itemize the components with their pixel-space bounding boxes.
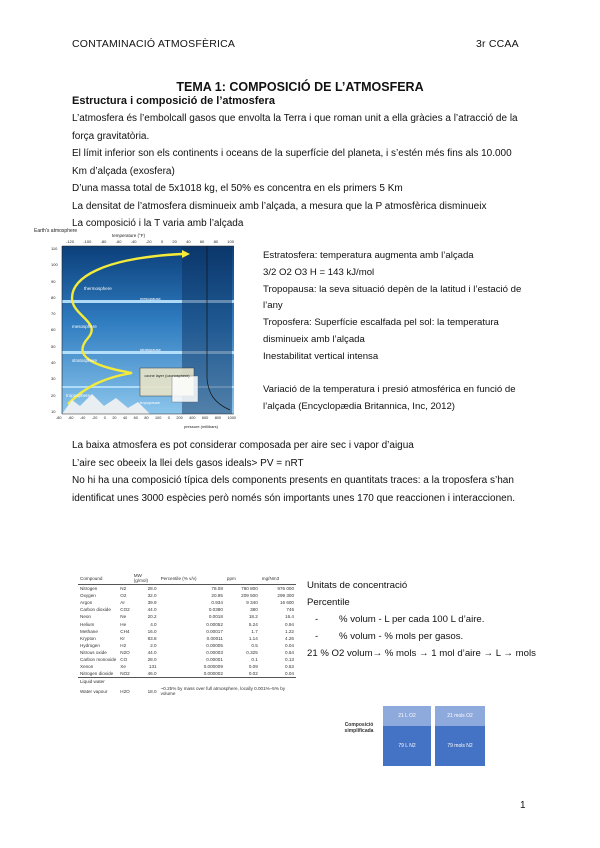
tick-label: 1000: [227, 416, 236, 420]
table-cell: 0.64: [285, 649, 294, 655]
mesosphere-label: mesosphere: [72, 324, 97, 329]
table-row: [78, 656, 296, 663]
table-cell: 0.0018: [208, 614, 223, 620]
tick-label: 60: [199, 239, 205, 244]
figure-notes: [263, 248, 533, 416]
table-cell: [260, 678, 296, 686]
table-cell: 28.0: [147, 656, 157, 662]
table-cell: 16.4: [285, 614, 294, 620]
column-header: [118, 572, 131, 585]
table-cell: Helium: [80, 621, 95, 627]
units-item: - % volum - % mols per gasos.: [315, 631, 464, 642]
table-cell: N2O: [120, 649, 130, 655]
units-item-text: % volum - L per cada 100 L d’aire.: [339, 614, 485, 625]
table-cell: 0.00052: [206, 621, 223, 627]
table-cell: 0.000009: [203, 664, 223, 670]
tropopause-label: tropopause: [140, 400, 161, 405]
lower-paragraph: L’aire sec obeeix la llei dels gasos ideals> PV = nRT: [72, 457, 304, 469]
table-cell: 0.00017: [206, 628, 223, 634]
table-cell: Xenon: [80, 664, 94, 670]
tick-label: 100: [227, 239, 234, 244]
table-cell: Nitrogen: [80, 586, 98, 592]
table-row: [78, 670, 296, 678]
lower-paragraph: La baixa atmosfera es pot considerar composada per aire sec i vapor d’aigua: [72, 440, 414, 451]
tick-label: 400: [189, 416, 196, 420]
table-cell: 1.22: [285, 628, 294, 634]
lower-text: [72, 437, 528, 507]
column-header: Compound: [78, 572, 118, 585]
table-cell: 0.00001: [206, 656, 223, 662]
table-cell: 83.8: [147, 635, 157, 641]
table-cell: 16 600: [279, 600, 294, 606]
table-row: [78, 663, 296, 670]
section-subtitle: Estructura i composició de l’atmosfera: [72, 95, 275, 107]
tick-label: -120: [66, 239, 75, 244]
tick-label: 100: [155, 416, 162, 420]
table-cell: 380: [250, 607, 258, 613]
table-cell: Ar: [120, 600, 125, 606]
tick-label: 800: [214, 416, 222, 420]
intro-text: [72, 110, 528, 233]
table-cell: 0.53: [285, 664, 294, 670]
stratosphere-label: stratosphere: [72, 358, 98, 363]
tick-label: 20: [51, 392, 56, 398]
page-number: 1: [520, 800, 526, 811]
column-header: mg/Nm3: [260, 572, 296, 585]
table-row: [78, 585, 296, 593]
tick-label: 600: [201, 416, 209, 420]
table-cell: 1.7: [251, 628, 258, 634]
units-conversion: 21 % O2 volum→ % mols → 1 mol d’aire → L → mols: [307, 648, 536, 659]
bar-1-bottom: 79 L N2: [383, 726, 431, 766]
column-header: ppm: [225, 572, 260, 585]
intro-paragraph: La densitat de l’atmosfera disminueix amb l’alçada, a mesura que la P atmosfèrica disminueix: [72, 200, 487, 212]
tick-label: -80: [56, 416, 62, 420]
table-cell: 0.1: [251, 656, 258, 662]
tick-label: -40: [79, 416, 86, 420]
table-cell: H2O: [120, 688, 130, 694]
table-cell: Nitrous oxide: [80, 649, 107, 655]
tick-label: 0: [103, 416, 106, 420]
table-cell: Kr: [120, 635, 125, 641]
header-right: 3r CCAA: [476, 38, 519, 50]
tick-label: -20: [91, 416, 98, 420]
bar-2-top: 21 mols O2: [435, 706, 485, 726]
table-cell: 0.325: [246, 649, 258, 655]
table-row: [78, 678, 296, 686]
tick-label: 0: [167, 416, 170, 420]
table-cell: 32.0: [147, 593, 157, 599]
table-cell: NO2: [120, 671, 130, 677]
table-cell: 976 000: [277, 586, 294, 592]
table-cell: 0.5: [251, 642, 258, 648]
top-ticks: [66, 239, 234, 244]
units-title: Unitats de concentració: [307, 580, 408, 591]
table-cell: Xe: [120, 664, 126, 670]
table-cell: 18.0: [147, 688, 157, 694]
tick-label: 10: [51, 408, 56, 414]
table-row: [78, 606, 296, 613]
tick-label: 60: [133, 416, 138, 420]
figure-caption: Variació de la temperatura i presió atmosférica en funció de l’alçada (Encyclopædia Britannica, Inc, 2012): [263, 384, 516, 413]
table-cell: CO2: [120, 607, 130, 613]
table-cell: He: [120, 621, 127, 627]
table-cell: 44.0: [147, 649, 157, 655]
intro-paragraph: L’atmosfera és l’embolcall gasos que envolta la Terra i que roman unit a ella gràcies a l’atracció de la força gravitatòria.: [72, 113, 518, 142]
tick-label: 100: [51, 262, 58, 268]
tick-label: 90: [51, 278, 56, 284]
figure-title: Earth's atmosphere: [34, 228, 78, 234]
table-cell: Nitrogen dioxide: [80, 671, 114, 677]
table-cell: 0.000002: [203, 671, 223, 677]
table-cell: 78.08: [211, 586, 223, 592]
table-cell: 16.0: [147, 628, 157, 634]
tick-label: -60: [67, 416, 74, 420]
table-cell: 780 800: [241, 586, 258, 592]
table-cell: 131: [148, 664, 157, 670]
tick-label: 20: [172, 239, 177, 244]
mini-chart-label: Composició simplificada: [344, 722, 374, 734]
table-cell: Carbon dioxide: [80, 607, 111, 613]
table-cell: 44.0: [147, 607, 157, 613]
tick-label: 80: [51, 294, 56, 300]
thermosphere-label: thermosphere: [84, 286, 112, 291]
table-cell: 0.04: [285, 642, 294, 648]
tick-label: 80: [144, 416, 149, 420]
table-cell: Argon: [80, 600, 93, 606]
table-cell: [159, 678, 225, 686]
table-cell: Carbon monoxide: [80, 656, 117, 662]
table-cell: 28.0: [147, 586, 157, 592]
table-row: [78, 642, 296, 649]
ozone-label: ozone layer (ozonosphere): [144, 374, 190, 378]
table-cell: 2.0: [150, 642, 157, 648]
table-cell: Methane: [80, 628, 98, 634]
table-cell: CO: [120, 656, 128, 662]
table-cell: 0.04: [285, 671, 294, 677]
table-row: [78, 635, 296, 642]
table-cell: 9 340: [246, 600, 258, 606]
tick-label: 110: [51, 246, 58, 251]
table-row: [78, 649, 296, 656]
tick-label: -20: [145, 239, 152, 244]
intro-paragraph: D’una massa total de 5x1018 kg, el 50% es concentra en els primers 5 Km: [72, 183, 403, 194]
table-cell: Krypton: [80, 635, 96, 641]
column-header: MW (g/mol): [132, 572, 159, 585]
table-cell: 0.934: [211, 600, 223, 606]
bar-2-bottom: 79 mols N2: [435, 726, 485, 766]
column-header: Percentile (% v/v): [159, 572, 225, 585]
header-left: CONTAMINACIÓ ATMOSFÈRICA: [72, 38, 236, 50]
temp-axis-label: temperature (°F): [112, 233, 146, 238]
units-item: - % volum - L per cada 100 L d’aire.: [315, 614, 485, 625]
tick-label: 40: [186, 239, 191, 244]
note-line: [263, 366, 533, 383]
units-item-text: % volum - % mols per gasos.: [339, 631, 464, 642]
intro-paragraph: La composició i la T varia amb l’alçada: [72, 218, 244, 229]
table-row: [78, 620, 296, 627]
tick-label: 40: [51, 360, 56, 366]
table-cell: 0.13: [285, 656, 294, 662]
note-line: 3/2 O2 O3 H = 143 kJ/mol: [263, 266, 375, 278]
table-cell: N2: [120, 586, 127, 592]
table-cell: Neon: [80, 614, 91, 620]
table-cell: Oxygen: [80, 593, 96, 599]
table-cell: 39.9: [147, 600, 157, 606]
table-cell: 0.00003: [206, 649, 223, 655]
tick-label: 20: [112, 416, 117, 420]
lower-paragraph: No hi ha una composició típica dels components presents en quantitats traces: a la troposfera s’han identificat unes 3000 espècies però només són importants unes 170 que reaccionen i interaccionen.: [72, 475, 516, 504]
note-line: Troposfera: Superfície escalfada pel sol: la temperatura disminueix amb l’alçada: [263, 317, 499, 345]
table-cell: 299 300: [277, 593, 294, 599]
tick-label: 50: [51, 343, 56, 349]
composition-table: [78, 572, 296, 697]
table-cell: 0.00005: [206, 642, 223, 648]
tick-label: 70: [51, 311, 56, 317]
tick-label: -60: [115, 239, 122, 244]
mesopause-label: mesopause: [140, 296, 161, 301]
table-cell: Ne: [120, 614, 127, 620]
intro-paragraph: El límit inferior son els continents i oceans de la superfície del planeta, i s’estén més fins als 10.000 Km d’alçada (exosfera): [72, 148, 512, 177]
table-cell: 0.02: [248, 671, 258, 677]
table-row: [78, 685, 296, 697]
table-cell: [225, 678, 260, 686]
tick-label: 30: [51, 376, 56, 382]
bottom-ticks: [56, 416, 236, 420]
table-cell: [118, 678, 131, 686]
tick-label: 60: [51, 327, 56, 333]
troposphere-label: troposphere: [66, 393, 91, 398]
left-ticks: [51, 246, 58, 414]
table-cell: [132, 678, 159, 686]
tick-label: -100: [83, 239, 92, 244]
table-cell: 4.26: [285, 635, 294, 641]
table-cell: 0.0380: [208, 607, 223, 613]
table-cell: ~0.25% by mass over full atmosphere, locally 0.001%–5% by volume: [160, 686, 286, 697]
table-cell: 5.24: [248, 621, 258, 627]
note-line: Estratosfera: temperatura augmenta amb l’alçada: [263, 250, 474, 261]
table-cell: 209 500: [241, 593, 258, 599]
table-cell: Water vapour: [80, 688, 108, 694]
table-cell: 746: [286, 607, 294, 613]
tick-label: -40: [130, 239, 137, 244]
units-subtitle: Percentile: [307, 597, 350, 608]
table-header-row: [78, 572, 296, 585]
table-cell: Hydrogen: [80, 642, 100, 648]
tick-label: 0: [160, 239, 164, 244]
page-title: TEMA 1: COMPOSICIÓ DE L’ATMOSFERA: [176, 80, 424, 94]
table-row: [78, 592, 296, 599]
table-cell: 4.0: [150, 621, 157, 627]
table-row: [78, 599, 296, 606]
table-cell: H2: [120, 642, 127, 648]
table-cell: 0.09: [248, 664, 258, 670]
table-cell: Liquid water: [80, 679, 105, 685]
table-cell: O2: [120, 593, 127, 599]
table-cell: 20.2: [147, 614, 157, 620]
table-row: [78, 613, 296, 620]
units-section: [307, 577, 537, 662]
tick-label: 200: [176, 416, 183, 420]
table-cell: 18.2: [248, 614, 258, 620]
tick-label: -80: [100, 239, 107, 244]
table-cell: 0.94: [285, 621, 294, 627]
stratopause-label: stratopause: [140, 347, 161, 352]
table-cell: 46.0: [147, 671, 157, 677]
pressure-axis-label: pressure (millibars): [184, 424, 219, 429]
note-line: Tropopausa: la seva situació depèn de la latitud i l’estació de l’any: [263, 283, 522, 312]
atmosphere-figure: [32, 228, 247, 440]
note-line: Inestabilitat vertical intensa: [263, 350, 379, 362]
table-cell: 1.14: [248, 635, 258, 641]
table-row: [78, 628, 296, 635]
table-cell: 0.00011: [206, 635, 223, 641]
bar-1-top: 21 L O2: [383, 706, 431, 726]
table-cell: CH4: [120, 628, 130, 634]
tick-label: 80: [213, 239, 219, 244]
tick-label: 40: [122, 416, 128, 420]
table-cell: 20.95: [211, 593, 223, 599]
